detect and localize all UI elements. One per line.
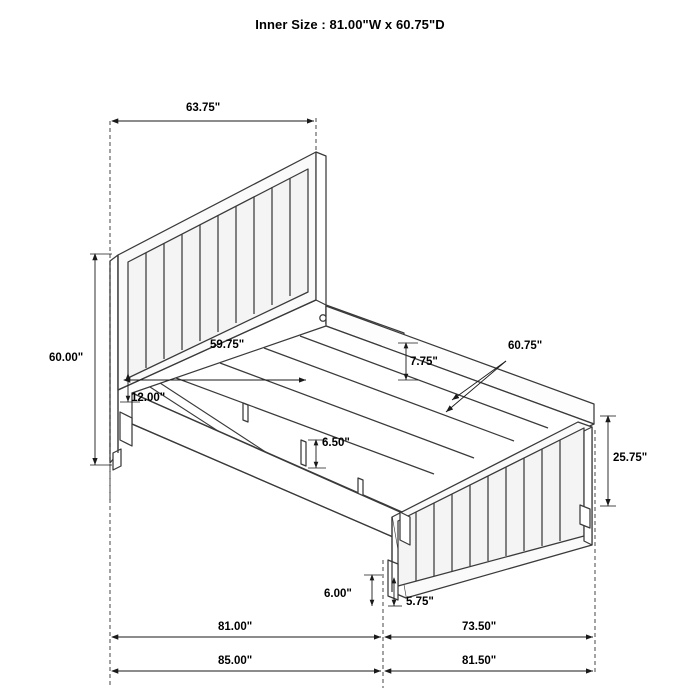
dim-label-headboard-height: 60.00" — [49, 352, 84, 364]
dim-label-footboard-leg: 5.75" — [406, 596, 434, 608]
dim-label-footboard-height: 25.75" — [613, 452, 648, 464]
dim-label-side-rail-length: 73.50" — [462, 621, 497, 633]
dim-label-headboard-inner-width: 59.75" — [210, 339, 245, 351]
dim-label-inner-depth: 60.75" — [508, 340, 543, 352]
dim-label-slat-height: 6.50" — [322, 437, 350, 449]
dim-label-inner-length: 81.00" — [218, 621, 253, 633]
dim-label-headboard-clearance: 12.00" — [131, 392, 166, 404]
dim-label-overall-depth: 81.50" — [462, 655, 497, 667]
bed-illustration — [110, 152, 594, 600]
page-title: Inner Size : 81.00"W x 60.75"D — [255, 17, 445, 32]
dim-label-overall-length: 85.00" — [218, 655, 253, 667]
dim-label-deck-clearance: 6.00" — [324, 588, 352, 600]
dim-label-headboard-width: 63.75" — [186, 102, 221, 114]
dim-label-rail-thickness: 7.75" — [410, 356, 438, 368]
